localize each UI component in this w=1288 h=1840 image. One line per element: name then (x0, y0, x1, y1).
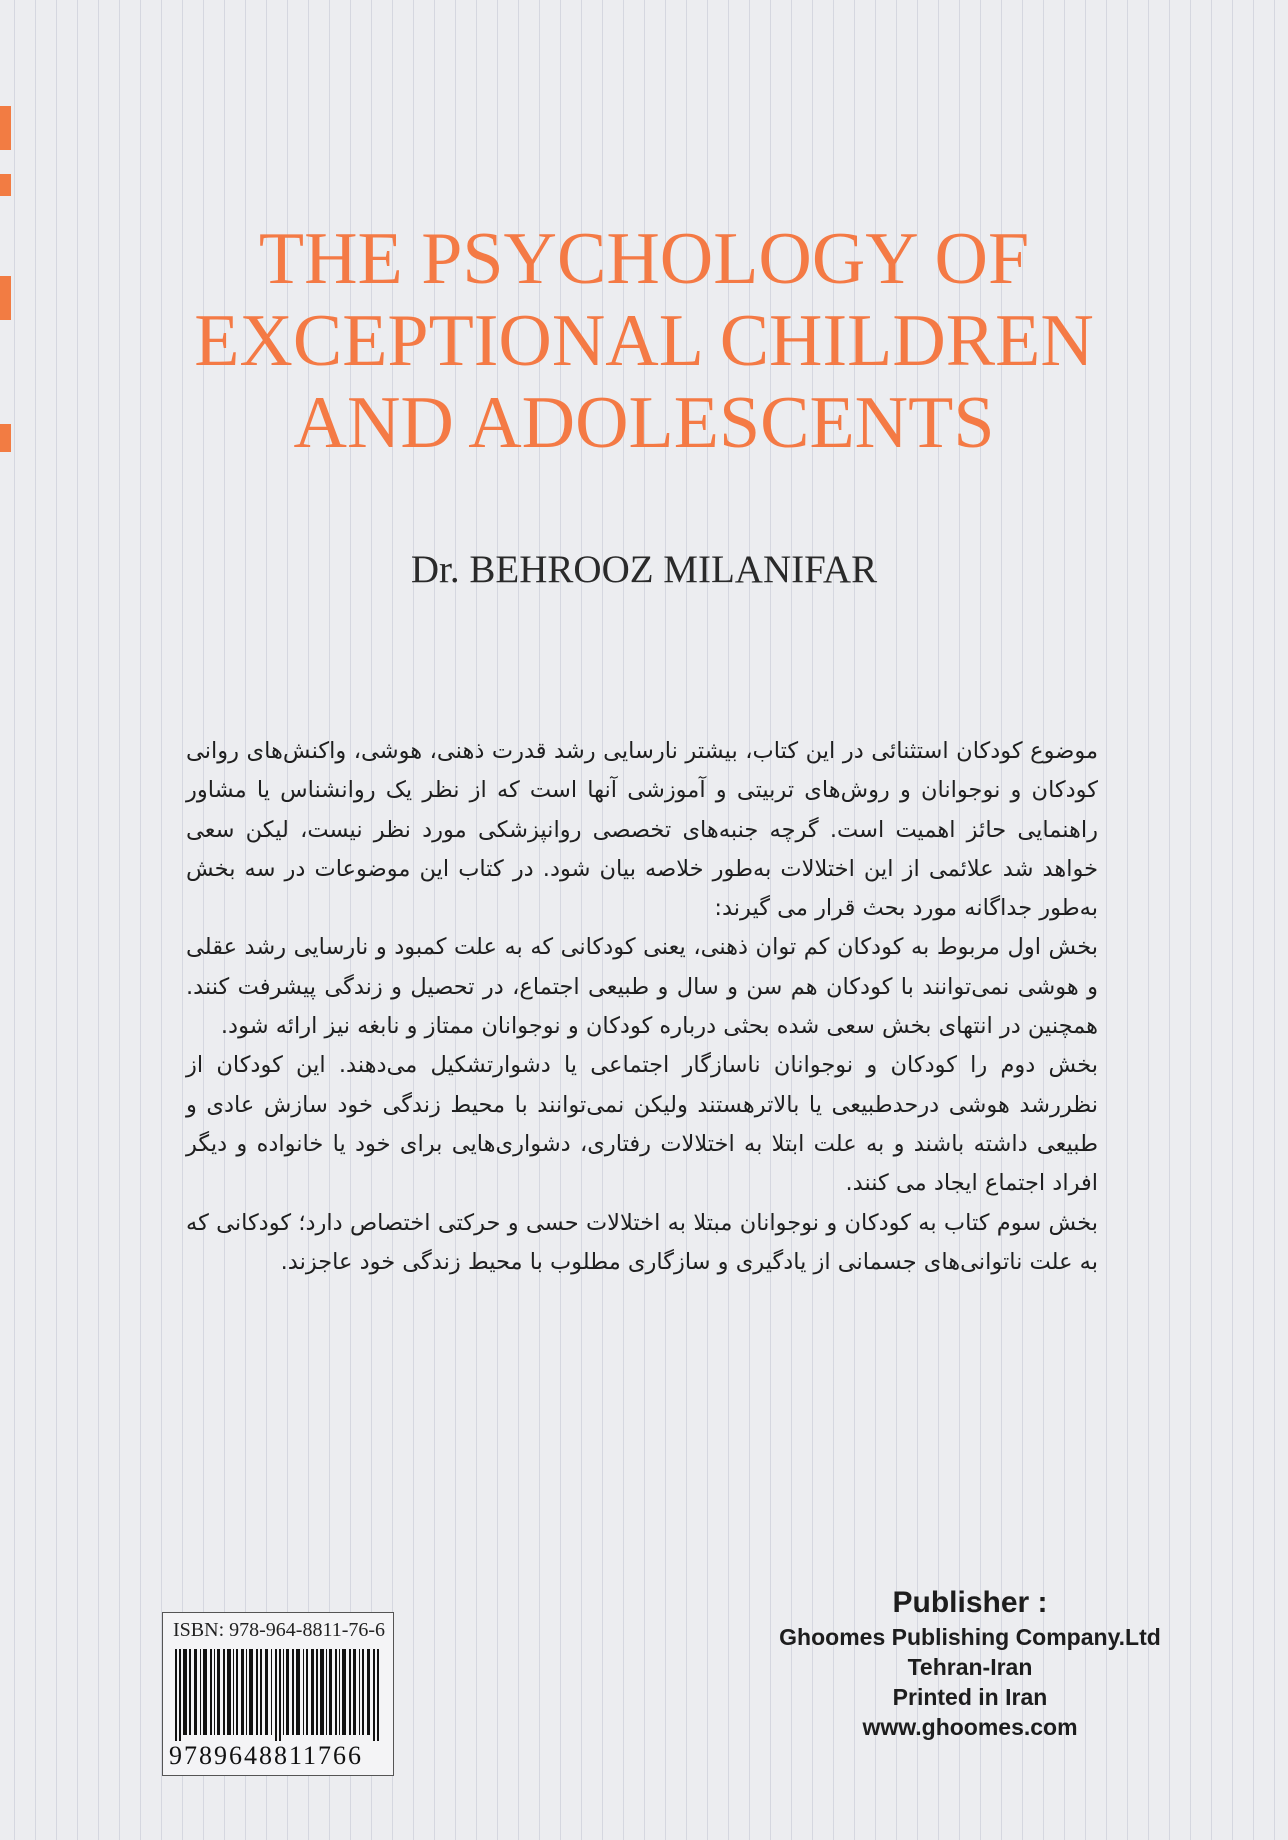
book-description (186, 732, 1098, 1282)
author-name: Dr. BEHROOZ MILANIFAR (410, 548, 878, 591)
description-paragraph: بخش دوم را کودکان و نوجوانان ناسازگار اجتماعی یا دشوارتشکیل می‌دهند. این کودکان از نظررشد هوشی درحدطبیعی یا بالاترهستند ولیکن نمی‌توانند با محیط زندگی خود سازش عادی و طبیعی داشته باشند و به علت ابتلا به اختلالات رفتاری، دشواری‌هایی برای خود یا خانواده و دیگر افراد اجتماع ایجاد می کنند. (186, 1052, 1098, 1197)
edge-mark (0, 174, 11, 196)
publisher-city: Tehran-Iran (907, 1654, 1033, 1680)
publisher-website: www.ghoomes.com (862, 1714, 1078, 1740)
description-paragraph: بخش اول مربوط به کودکان کم توان ذهنی، یعنی کودکانی که به علت کمبود و نارسایی رشد عقلی و هوشی نمی‌توانند با کودکان هم سن و سال و طبیعی اجتماع، در تحصیل و زندگی پیشرفت کنند. همچنین در انتهای بخش سعی شده بحثی درباره کودکان و نوجوانان ممتاز و نابغه نیز ارائه شود. (186, 934, 1098, 1040)
publisher-heading: Publisher : (892, 1586, 1048, 1619)
edge-mark (0, 106, 11, 150)
publisher-company: Ghoomes Publishing Company.Ltd (779, 1624, 1161, 1650)
isbn-barcode-box (162, 1612, 394, 1776)
description-paragraph: موضوع کودکان استثنائی در این کتاب، بیشتر نارسایی رشد قدرت ذهنی، هوشی، واکنش‌های روانی کودکان و نوجوانان و روش‌های تربیتی و آموزشی آنها است که از نظر یک روانشناس یا مشاور راهنمایی حائز اهمیت است. گرچه جنبه‌های تخصصی روانپزشکی مورد نظر نیست، لیکن سعی خواهد شد علائمی از این اختلالات به‌طور خلاصه بیان شود. در کتاب این موضوعات در سه بخش به‌طور جداگانه مورد بحث قرار می گیرند: (186, 738, 1098, 922)
isbn-label: ISBN: 978-964-8811-76-6 (173, 1619, 386, 1641)
publisher-printed: Printed in Iran (892, 1684, 1048, 1710)
title-line: THE PSYCHOLOGY OF (258, 218, 1030, 300)
title-line: AND ADOLESCENTS (293, 382, 995, 464)
publisher-block (680, 1584, 1260, 1742)
barcode-icon (173, 1649, 385, 1741)
barcode-digits: 9789648811766 (169, 1741, 364, 1770)
book-title (0, 218, 1288, 464)
title-line: EXCEPTIONAL CHILDREN (194, 300, 1094, 382)
description-paragraph: بخش سوم کتاب به کودکان و نوجوانان مبتلا به اختلالات حسی و حرکتی اختصاص دارد؛ کودکانی که به علت ناتوانی‌های جسمانی از یادگیری و سازگاری مطلوب با محیط زندگی خود عاجزند. (186, 1209, 1098, 1275)
